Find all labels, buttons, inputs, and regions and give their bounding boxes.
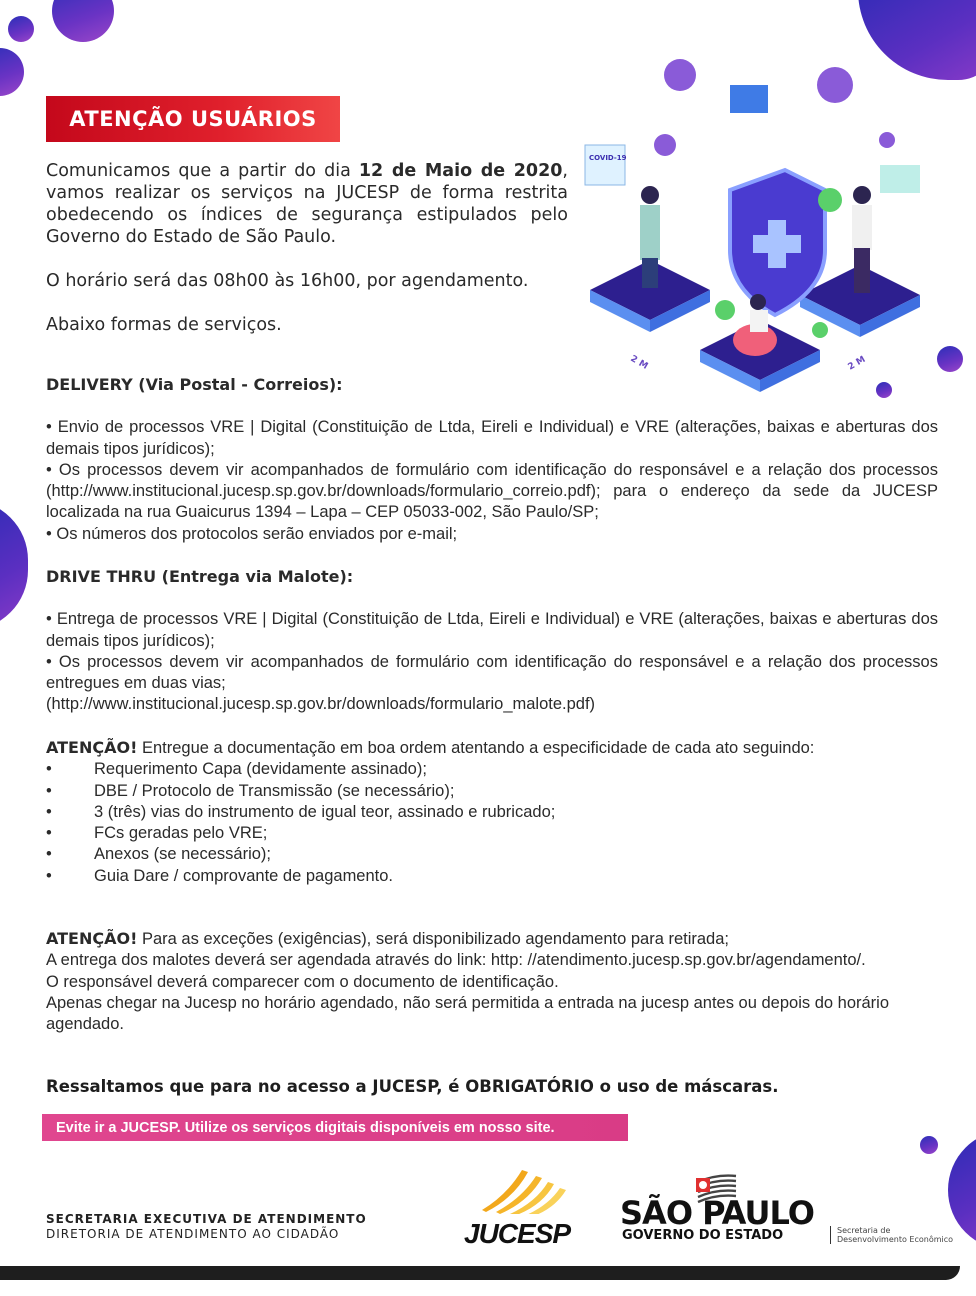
attention-intro (46, 928, 938, 950)
sao-paulo-logo (620, 1172, 820, 1248)
document-list-item (46, 844, 938, 865)
covid-card (585, 145, 625, 185)
secretaria-line-1: Secretaria de (837, 1226, 891, 1235)
decorative-dot (8, 16, 34, 42)
drive-thru-title: DRIVE THRU (Entrega via Malote): (46, 567, 354, 586)
sao-paulo-logo-subtitle: GOVERNO DO ESTADO (622, 1228, 784, 1243)
document-item-text: Anexos (se necessário); (94, 845, 271, 864)
document-list-item (46, 802, 938, 823)
distance-label-left: 2 M (628, 353, 650, 372)
person-right (852, 186, 872, 293)
document-item-text: 3 (três) vias do instrumento de igual teor, assinado e rubricado; (94, 802, 556, 821)
delivery-section (46, 374, 938, 545)
bullet: • (46, 845, 52, 864)
intro-text-end: , vamos realizar os serviços na JUCESP de forma restrita obedecendo os índices de segurança estipulados pelo Governo do Estado de São Paulo. (46, 161, 568, 247)
bullet: • (46, 802, 52, 821)
person-left (640, 186, 660, 288)
document-item-text: Requerimento Capa (devidamente assinado); (94, 760, 427, 779)
hours-paragraph: O horário será das 08h00 às 16h00, por agendamento. (46, 271, 529, 291)
schedule-note: Apenas chegar na Jucesp no horário agendado, não será permitida a entrada na jucesp antes ou depois do horário agendado. (46, 993, 889, 1034)
bullet: • (46, 866, 52, 885)
document-item-text: FCs geradas pelo VRE; (94, 824, 268, 843)
jucesp-logo-swoosh-icon (462, 1170, 572, 1214)
attention-label: ATENÇÃO! (46, 929, 138, 948)
delivery-item: • Os números dos protocolos serão enviados por e-mail; (46, 524, 458, 543)
footer-department (46, 1212, 367, 1242)
chat-bubble-icon (880, 165, 920, 193)
jucesp-logo (462, 1170, 572, 1249)
document-item-text: Guia Dare / comprovante de pagamento. (94, 866, 394, 885)
delivery-title: DELIVERY (Via Postal - Correios): (46, 375, 343, 394)
decorative-dot (52, 0, 114, 42)
distance-label-right: 2 M (846, 354, 868, 373)
document-list-item (46, 866, 938, 887)
digital-services-warning: Evite ir a JUCESP. Utilize os serviços digitais disponíveis em nosso site. (42, 1114, 628, 1141)
decorative-blob-left (0, 500, 28, 630)
bullet: • (46, 781, 52, 800)
delivery-item: • Os processos devem vir acompanhados de formulário com identificação do responsável e a relação dos processos (http://www.institucional.jucesp.sp.gov.br/downloads/formulario_correio.pdf); para o endereço da sede da JUCESP localizada na rua Guaicurus 1394 – Lapa – CEP 05033-002, São Paulo/SP; (46, 460, 938, 522)
attention-banner: ATENÇÃO USUÁRIOS (46, 96, 340, 142)
bullet: • (46, 824, 52, 843)
intro-text-start: Comunicamos que a partir do dia (46, 161, 359, 181)
drive-thru-item: • Os processos devem vir acompanhados de formulário com identificação do responsável e a relação dos processos entregues em duas vias; (46, 652, 938, 693)
virus-icon (654, 59, 895, 156)
covid-safety-illustration (580, 40, 940, 400)
start-date: 12 de Maio de 2020 (358, 161, 563, 181)
sao-paulo-logo-title: SÃO PAULO (620, 1194, 814, 1232)
chat-bubble-icon (730, 85, 768, 113)
attention-exceptions-section (46, 928, 938, 1035)
attention-text: Para as exceções (exigências), será disponibilizado agendamento para retirada; (137, 930, 729, 948)
document-item-text: DBE / Protocolo de Transmissão (se necessário); (94, 781, 455, 800)
document-list-item (46, 823, 938, 844)
attention-intro (46, 737, 938, 759)
attention-label: ATENÇÃO! (46, 738, 138, 757)
footer-line-2: DIRETORIA DE ATENDIMENTO AO CIDADÃO (46, 1227, 340, 1241)
delivery-item: • Envio de processos VRE | Digital (Constituição de Ltda, Eireli e Individual) e VRE (alterações, baixas e aberturas dos demais tipos jurídicos); (46, 418, 938, 458)
identification-note: O responsável deverá comparecer com o documento de identificação. (46, 972, 559, 991)
decorative-dot (0, 48, 24, 96)
mask-notice: Ressaltamos que para no acesso a JUCESP, é OBRIGATÓRIO o uso de máscaras. (46, 1077, 779, 1096)
footer-line-1: SECRETARIA EXECUTIVA DE ATENDIMENTO (46, 1212, 367, 1226)
bullet: • (46, 760, 52, 779)
footer-divider (0, 1266, 960, 1280)
drive-thru-item: • Entrega de processos VRE | Digital (Constituição de Ltda, Eireli e Individual) e VRE (alterações, baixas e aberturas dos demais tipos jurídicos); (46, 610, 938, 650)
decorative-dot (920, 1136, 938, 1154)
attention-documents-section (46, 737, 938, 887)
decorative-dot (937, 346, 963, 372)
secretaria-label (830, 1226, 953, 1244)
services-intro: Abaixo formas de serviços. (46, 315, 282, 335)
malote-form-link[interactable]: (http://www.institucional.jucesp.sp.gov.br/downloads/formulario_malote.pdf) (46, 695, 596, 714)
document-list-item (46, 781, 938, 802)
covid-card-label: COVID-19 (589, 154, 627, 162)
attention-text: Entregue a documentação em boa ordem atentando a especificidade de cada ato seguindo: (137, 739, 815, 757)
drive-thru-section (46, 566, 938, 716)
document-list-item (46, 759, 938, 780)
intro-text (46, 160, 568, 358)
scheduling-link-text[interactable]: A entrega dos malotes deverá ser agendada através do link: http: //atendimento.jucesp.sp.gov.br/agendamento/. (46, 951, 866, 970)
medical-cross-bar (753, 235, 801, 253)
intro-paragraph (46, 160, 568, 248)
jucesp-logo-text: JUCESP (464, 1218, 571, 1249)
secretaria-line-2: Desenvolvimento Econômico (837, 1235, 954, 1244)
